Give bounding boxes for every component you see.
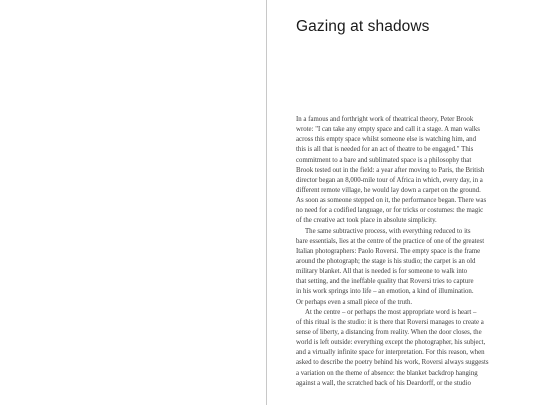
text-line: in his work springs into life – an emotion, a kind of illumination. xyxy=(296,288,474,296)
chapter-title: Gazing at shadows xyxy=(296,18,430,35)
paragraph xyxy=(296,308,528,389)
text-line: Or perhaps even a small piece of the truth. xyxy=(296,298,413,306)
text-line: bare essentials, lies at the centre of the practice of one of the greatest xyxy=(296,237,485,245)
text-line: across this empty space whilst someone else is watching him, and xyxy=(296,136,476,144)
text-line: a variation on the theme of absence: the blanket backdrop hanging xyxy=(296,369,478,377)
text-line: that setting, and the ineffable quality that Roversi tries to capture xyxy=(296,278,474,286)
text-line: of this ritual is the studio: it is there that Roversi manages to create a xyxy=(296,318,484,326)
text-line: of the creative act took place in absolute simplicity. xyxy=(296,217,437,225)
text-line: around the photograph; the stage is his studio; the carpet is an old xyxy=(296,257,476,265)
text-line: commitment to a bare and sublimated space is a philosophy that xyxy=(296,156,472,164)
text-line: asked to describe the poetry behind his work, Roversi always suggests xyxy=(296,359,489,367)
text-line: At the centre – or perhaps the most appropriate word is heart – xyxy=(305,308,477,316)
body-text xyxy=(296,115,528,389)
text-line: different remote village, he would lay down a carpet on the ground. xyxy=(296,186,481,194)
text-line: director began an 8,000-mile tour of Africa in which, every day, in a xyxy=(296,176,483,184)
text-line: wrote: "I can take any empty space and call it a stage. A man walks xyxy=(296,126,480,134)
left-page-blank xyxy=(0,0,266,405)
paragraph xyxy=(296,115,528,227)
text-line: Italian photographers: Paolo Roversi. The empty space is the frame xyxy=(296,247,481,255)
text-line: sense of liberty, a distancing from reality. When the door closes, the xyxy=(296,328,482,336)
paragraph xyxy=(296,227,528,308)
text-line: and a virtually infinite space for interpretation. For this reason, when xyxy=(296,349,485,357)
text-line: world is left outside: everything except the photographer, his subject, xyxy=(296,339,486,347)
right-page xyxy=(267,0,533,405)
text-line: no need for a codified language, or for tricks or costumes: the magic xyxy=(296,207,484,215)
text-line: The same subtractive process, with everything reduced to its xyxy=(305,227,471,235)
text-line: military blanket. All that is needed is for someone to walk into xyxy=(296,268,468,276)
text-line: In a famous and forthright work of theatrical theory, Peter Brook xyxy=(296,116,474,123)
text-line: As soon as someone stepped on it, the performance began. There was xyxy=(296,197,487,205)
text-line: against a wall, the scratched back of his Deardorff, or the studio xyxy=(296,379,471,387)
text-line: Brook tested out in the field: a year after moving to Paris, the British xyxy=(296,166,485,174)
text-line: this is all that is needed for an act of theatre to be engaged." This xyxy=(296,146,474,154)
